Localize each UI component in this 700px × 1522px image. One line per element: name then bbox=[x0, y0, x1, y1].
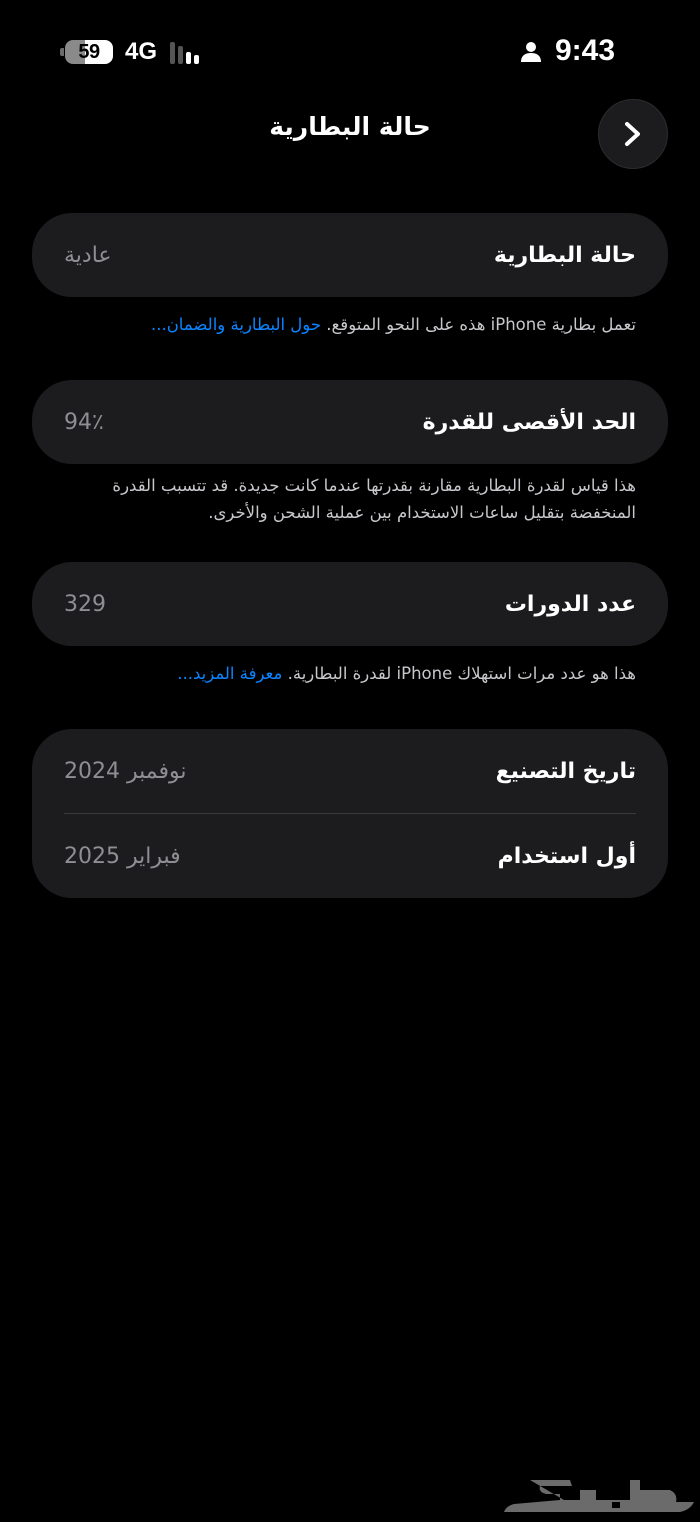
learn-more-link[interactable]: معرفة المزيد... bbox=[177, 664, 283, 683]
max-capacity-value: 94٪ bbox=[64, 409, 104, 435]
network-type: 4G bbox=[125, 38, 158, 65]
battery-health-value: عادية bbox=[64, 242, 112, 268]
max-capacity-card bbox=[32, 380, 668, 464]
battery-health-card[interactable] bbox=[32, 213, 668, 297]
battery-warranty-link[interactable]: حول البطارية والضمان... bbox=[150, 315, 322, 334]
battery-level: 59 bbox=[78, 40, 100, 63]
cycle-count-footnote bbox=[64, 660, 636, 687]
battery-health-row[interactable] bbox=[32, 213, 668, 297]
manufacture-date-row bbox=[32, 729, 668, 813]
person-icon bbox=[520, 41, 542, 63]
first-use-row bbox=[32, 814, 668, 898]
max-capacity-label: الحد الأقصى للقدرة bbox=[422, 409, 636, 435]
status-bar bbox=[0, 0, 700, 90]
haraj-watermark-logo bbox=[500, 1470, 696, 1514]
clock: 9:43 bbox=[554, 34, 615, 67]
page-title: حالة البطارية bbox=[269, 112, 431, 141]
cycle-count-label: عدد الدورات bbox=[504, 591, 636, 617]
first-use-label: أول استخدام bbox=[497, 843, 636, 869]
cycle-count-card bbox=[32, 562, 668, 646]
manufacture-date-label: تاريخ التصنيع bbox=[495, 758, 636, 784]
max-capacity-row bbox=[32, 380, 668, 464]
chevron-right-icon bbox=[622, 120, 644, 148]
max-capacity-footnote: هذا قياس لقدرة البطارية مقارنة بقدرتها عندما كانت جديدة. قد تتسبب القدرة المنخفضة بتقليل ساعات الاستخدام بين عملية الشحن والأخرى. bbox=[112, 476, 636, 522]
dates-card bbox=[32, 729, 668, 898]
signal-bars-icon bbox=[170, 42, 206, 64]
battery-icon bbox=[65, 40, 113, 64]
battery-health-footnote bbox=[64, 311, 636, 338]
manufacture-date-value: نوفمبر 2024 bbox=[64, 758, 187, 784]
battery-health-label: حالة البطارية bbox=[493, 242, 636, 268]
cycle-count-value: 329 bbox=[64, 591, 106, 617]
battery-cap bbox=[60, 48, 64, 56]
first-use-value: فبراير 2025 bbox=[64, 843, 181, 869]
back-button[interactable] bbox=[598, 99, 668, 169]
battery-health-footnote-text: تعمل بطارية iPhone هذه على النحو المتوقع. bbox=[321, 315, 636, 334]
cycle-count-row bbox=[32, 562, 668, 646]
cycle-count-footnote-text: هذا هو عدد مرات استهلاك iPhone لقدرة البطارية. bbox=[282, 664, 636, 683]
